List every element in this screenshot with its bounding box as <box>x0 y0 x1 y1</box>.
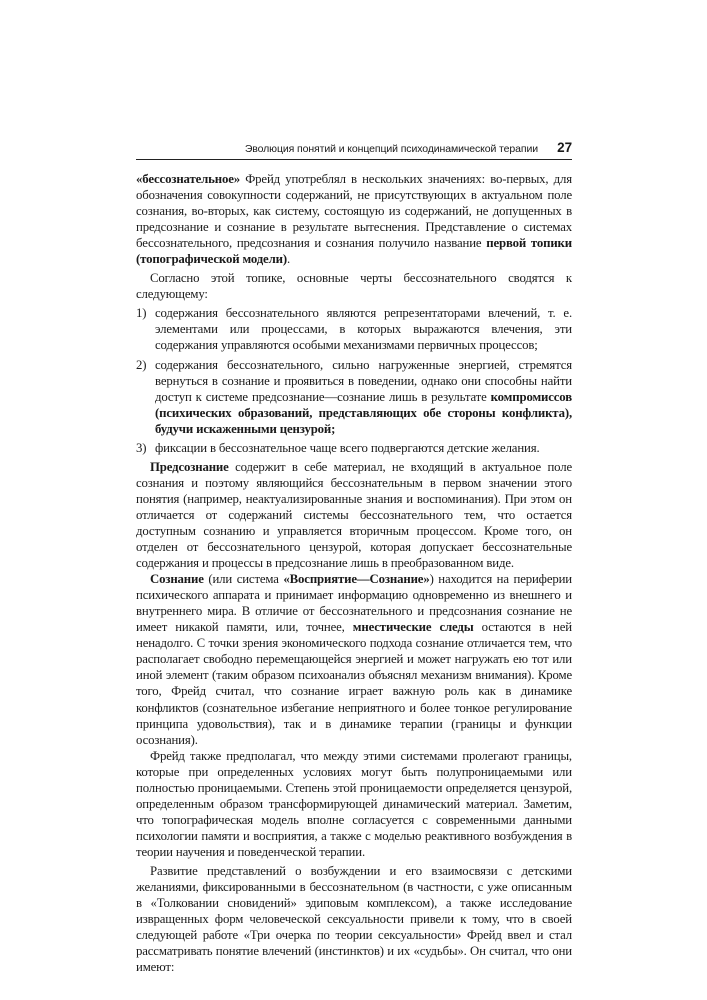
list-item <box>136 305 572 353</box>
running-header <box>136 141 572 159</box>
paragraph-text: остаются в ней ненадолго. С точки зрения экономического подхода сознание отличается тем, что располагает свободно перемещающейся энергией и может нагружать ею тот или иной элемент (таким образом психоанализ объяснял механизм внимания). Кроме того, Фрейд считал, что сознание играет важную роль как в динамике конфликтов (сознательное избегание неприятного и более тонкое регулирование принципа удовольствия), так и в динамике терапии (границы и функции осознания). <box>136 620 572 747</box>
list-marker: 2) <box>136 357 147 372</box>
list-item <box>136 357 572 437</box>
paragraph-drives: Развитие представлений о возбуждении и его взаимосвязи с детскими желаниями, фиксированными в бессознательном (в частности, с уже описанным в «Толковании сновидений» эдиповым комплексом), а также исследование извращенных форм человеческой сексуальности привели к тому, что в своей следующей работе «Три очерка по теории сексуальности» Фрейд ввел и стал рассматривать понятие влечений (инстинктов) и их «судьбы». Он считал, что они имеют: <box>136 863 572 975</box>
term-mnemonic-traces: мнестические следы <box>352 620 474 635</box>
list-item-text: фиксации в бессознательное чаще всего подвергаются детские желания. <box>155 440 540 455</box>
running-header-title: Эволюция понятий и концепций психодинамической терапии <box>244 143 538 155</box>
paragraph-unconscious <box>136 171 572 267</box>
features-list <box>136 305 572 455</box>
paragraph-text: (или система <box>203 572 284 587</box>
paragraph-topic-features: Согласно этой топике, основные черты бессознательного сводятся к следующему: <box>136 271 572 302</box>
header-rule <box>136 159 572 160</box>
paragraph-text: ) находится на периферии психического аппарата и принимает информацию одновременно из внешнего и внутреннего мира. В отличие от бессознательного и предсознания сознание не имеет никакой памяти, или, точнее, <box>136 572 572 635</box>
list-marker: 1) <box>136 306 147 321</box>
term-compromises: компромиссов (психических образований, представляющих обе стороны конфликта), будучи искаженными цензурой; <box>155 389 572 436</box>
term-perception-consciousness: «Восприятие—Сознание» <box>283 572 430 587</box>
term-conscious: Сознание <box>150 572 204 587</box>
body-text <box>136 171 572 975</box>
list-marker: 3) <box>136 440 147 455</box>
list-item-text: содержания бессознательного, сильно нагруженные энергией, стремятся вернуться в сознание и проявиться в поведении, однако они способны найти доступ к системе предсознание—сознание лишь в результате <box>155 357 572 404</box>
term-preconscious: Предсознание <box>150 459 229 474</box>
term-unconscious: «бессознательное» <box>136 172 241 186</box>
paragraph-text: содержит в себе материал, не входящий в актуальное поле сознания и поэтому являющийся бессознательным в первом значении этого понятия (например, неактуализированные знания и воспоминания). При этом он отличается от содержаний системы бессознательного тем, что остается доступным сознанию и управляется вторичным процессом. Кроме того, он отделен от бессознательного цензурой, которая допускает бессознательные содержания и процессы в предсознание лишь в преобразованном виде. <box>136 459 572 571</box>
paragraph-text: . <box>286 252 291 267</box>
list-item <box>136 440 572 456</box>
paragraph-text: Фрейд употреблял в нескольких значениях: во-первых, для обозначения совокупности содержаний, не присутствующих в актуальном поле сознания, во-вторых, как систему, состоящую из содержаний, не допущенных в предсознание и сознание в результате вытеснения. Представление о системах бессознательного, предсознания и сознания получило название <box>136 172 572 251</box>
page-number: 27 <box>557 140 572 155</box>
list-item-text: содержания бессознательного являются репрезентаторами влечений, т. е. элементами или процессами, в которых выражаются влечения, эти содержания управляются особыми механизмами первичных процессов; <box>155 306 572 353</box>
paragraph-preconscious <box>136 459 572 571</box>
paragraph-boundaries: Фрейд также предполагал, что между этими системами пролегают границы, которые при определенных условиях могут быть полупроницаемыми или полностью проницаемыми. Степень этой проницаемости определяется цензурой, определенным образом трансформирующей динамический материал. Заметим, что топографическая модель вполне согласуется с современными данными психологии памяти и восприятия, а также с моделью реактивного возбуждения в теории научения и поведенческой терапии. <box>136 748 572 859</box>
term-first-topic: первой топики (топографической модели) <box>136 236 572 267</box>
paragraph-conscious <box>136 571 572 748</box>
